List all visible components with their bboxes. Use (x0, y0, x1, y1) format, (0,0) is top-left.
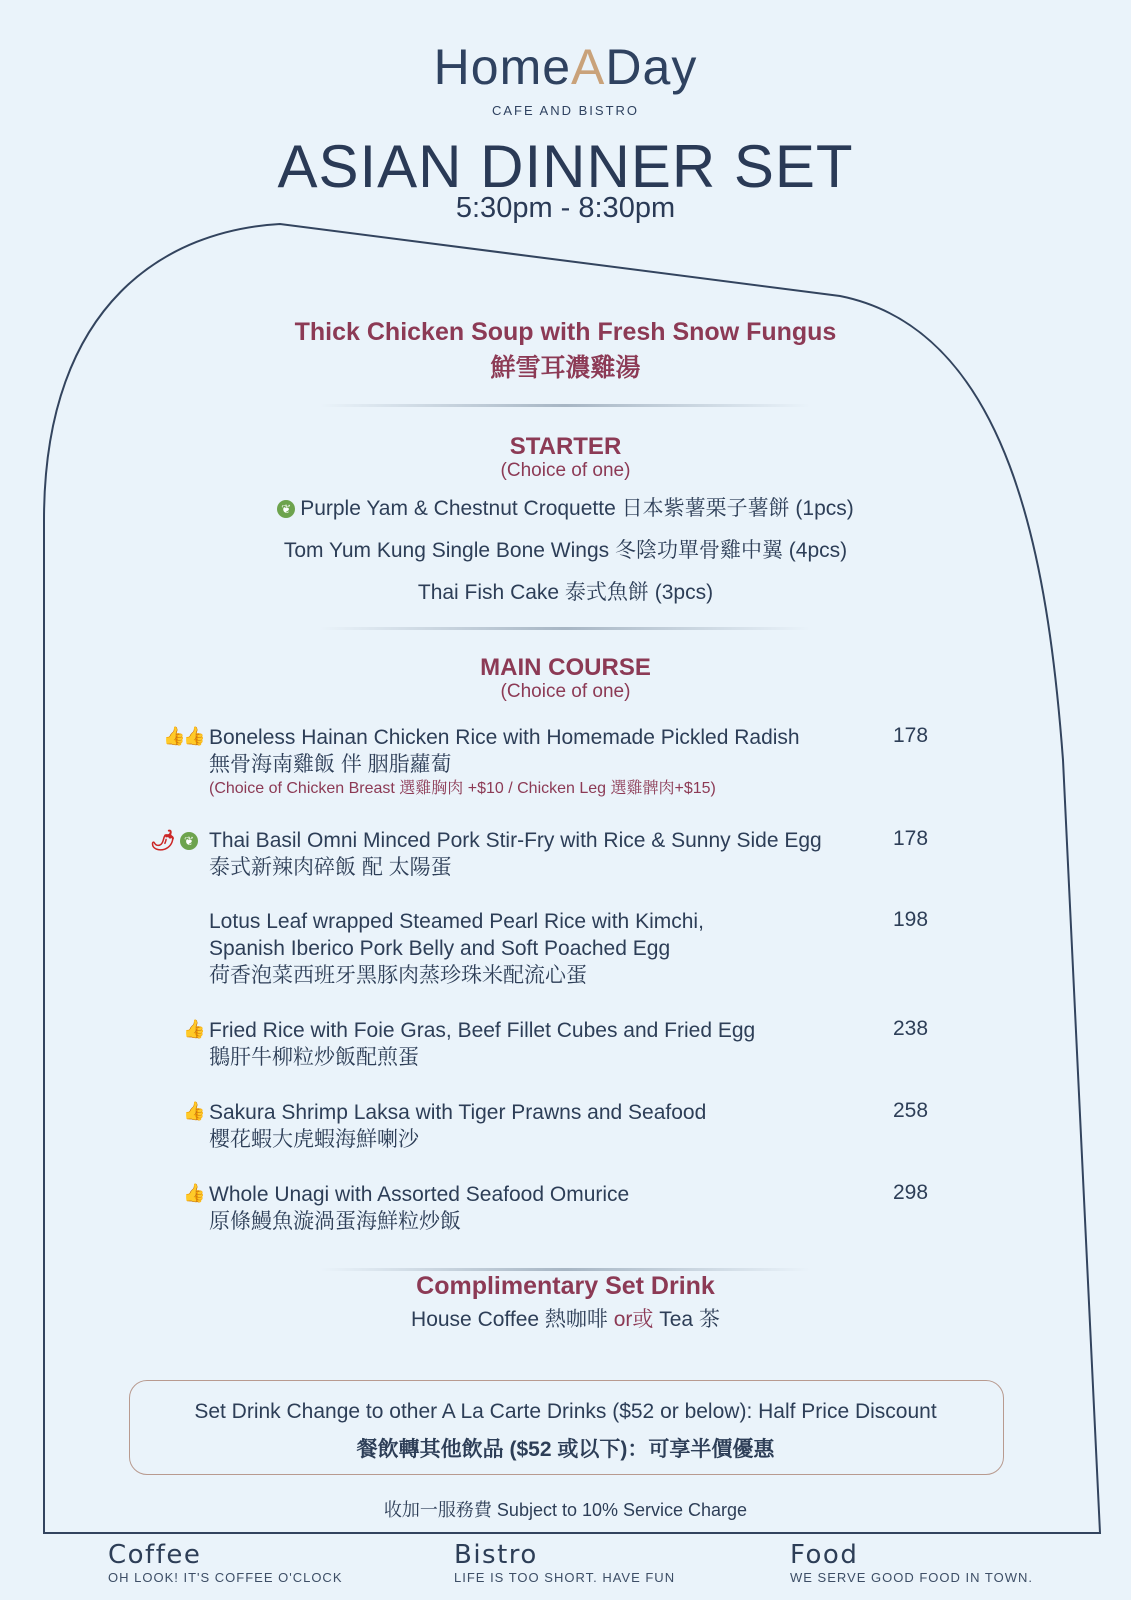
dish-price: 178 (893, 724, 929, 747)
dish-option-note: (Choice of Chicken Breast 選雞胸肉 +$10 / Chicken Leg 選雞髀肉+$15) (209, 780, 716, 797)
footer-title: Bistro (454, 1540, 538, 1570)
dish-name-zh: 泰式新辣肉碎飯 配 太陽蛋 (209, 856, 452, 879)
footer-slogan: WE SERVE GOOD FOOD IN TOWN. (790, 1570, 1033, 1585)
dish-icons (143, 1101, 206, 1122)
starter-item (0, 492, 1131, 522)
divider (320, 1268, 810, 1271)
service-hours: 5:30pm - 8:30pm (455, 192, 676, 224)
thumbs-up-icon: 👍 (163, 726, 186, 746)
footer-coffee (108, 1540, 343, 1585)
dish-name-en: Fried Rice with Foie Gras, Beef Fillet Cubes and Fried Egg (209, 1019, 756, 1042)
dish-name-zh: 櫻花蝦大虎蝦海鮮喇沙 (209, 1128, 419, 1151)
starter-item (0, 576, 1131, 606)
dish-name-zh: 無骨海南雞飯 伴 胭脂蘿蔔 (209, 753, 452, 776)
footer-title: Coffee (108, 1540, 202, 1570)
dish-item (209, 827, 909, 881)
starter-heading: STARTER (509, 433, 622, 460)
dish-name-zh: 鵝肝牛柳粒炒飯配煎蛋 (209, 1046, 419, 1069)
dish-item (209, 1181, 909, 1235)
service-charge-note: 收加一服務費 Subject to 10% Service Charge (383, 1500, 748, 1520)
starter-subheading: (Choice of one) (500, 460, 631, 481)
main-course-subheading: (Choice of one) (500, 681, 631, 702)
drink-coffee: House Coffee 熱咖啡 (411, 1308, 614, 1331)
dish-name-en: Whole Unagi with Assorted Seafood Omurice (209, 1183, 630, 1206)
dish-item (209, 908, 909, 989)
dish-price: 178 (893, 827, 929, 850)
dish-item (209, 1017, 909, 1071)
dish-price: 238 (893, 1017, 929, 1040)
dish-name-zh: 原條鰻魚漩渦蛋海鮮粒炒飯 (209, 1210, 461, 1233)
thumbs-up-icon: 👍 (183, 1101, 206, 1121)
dish-name-en: Boneless Hainan Chicken Rice with Homemade Pickled Radish (209, 726, 800, 749)
drink-tea: Tea 茶 (653, 1308, 720, 1331)
thumbs-up-icon: 👍 (183, 1019, 206, 1039)
drink-options (0, 1303, 1131, 1333)
drink-or: or或 (613, 1308, 654, 1331)
thumbs-up-icon: 👍 (183, 1183, 206, 1203)
dish-icons (143, 1019, 206, 1040)
drink-heading: Complimentary Set Drink (416, 1272, 715, 1300)
divider (320, 627, 810, 630)
dish-price: 198 (893, 908, 929, 931)
starter-item-label: Purple Yam & Chestnut Croquette 日本紫薯栗子薯餅 (1pcs) (300, 497, 854, 520)
footer-slogan: LIFE IS TOO SHORT. HAVE FUN (454, 1570, 676, 1585)
footer-title: Food (790, 1540, 859, 1570)
divider (320, 404, 810, 407)
dish-icons (143, 828, 203, 853)
dish-name-en: Thai Basil Omni Minced Pork Stir-Fry with Rice & Sunny Side Egg (209, 829, 822, 852)
thumbs-up-icon: 👍 (183, 726, 206, 746)
soup-name-en: Thick Chicken Soup with Fresh Snow Fungus (294, 318, 837, 346)
main-course-heading: MAIN COURSE (480, 654, 651, 681)
dish-name-en-line2: Spanish Iberico Pork Belly and Soft Poached Egg (209, 937, 671, 960)
footer-food (790, 1540, 1033, 1585)
footer-bistro (454, 1540, 675, 1585)
brand-logo (0, 38, 1131, 96)
dish-price: 258 (893, 1099, 929, 1122)
dish-name-en: Lotus Leaf wrapped Steamed Pearl Rice with Kimchi, (209, 910, 704, 933)
logo-home: Home (433, 39, 572, 95)
logo-a-mark: A (571, 39, 606, 95)
dish-icons (143, 726, 206, 747)
footer-slogan: OH LOOK! IT'S COFFEE O'CLOCK (108, 1570, 343, 1585)
dish-item (209, 1099, 909, 1153)
logo-day: Day (605, 39, 698, 95)
dish-price: 298 (893, 1181, 929, 1204)
leaf-icon: ❦ (180, 832, 198, 850)
dish-name-en: Sakura Shrimp Laksa with Tiger Prawns and Seafood (209, 1101, 707, 1124)
starter-item-label: Tom Yum Kung Single Bone Wings 冬陰功單骨雞中翼 (4pcs) (283, 539, 848, 562)
chili-icon: 🌶 (150, 830, 176, 852)
leaf-icon: ❦ (277, 500, 295, 518)
page-title: ASIAN DINNER SET (277, 133, 854, 200)
starter-item-label: Thai Fish Cake 泰式魚餅 (3pcs) (417, 581, 714, 604)
starter-item (0, 534, 1131, 564)
brand-tagline: CAFE AND BISTRO (491, 103, 640, 118)
soup-name-zh: 鮮雪耳濃雞湯 (490, 354, 641, 382)
dish-icons (143, 1183, 206, 1204)
drink-change-zh: 餐飲轉其他飲品 ($52 或以下)：可享半價優惠 (356, 1438, 775, 1461)
drink-change-en: Set Drink Change to other A La Carte Drinks ($52 or below): Half Price Discount (194, 1400, 937, 1423)
dish-item (209, 724, 909, 800)
dish-name-zh: 荷香泡菜西班牙黑豚肉蒸珍珠米配流心蛋 (209, 964, 587, 987)
